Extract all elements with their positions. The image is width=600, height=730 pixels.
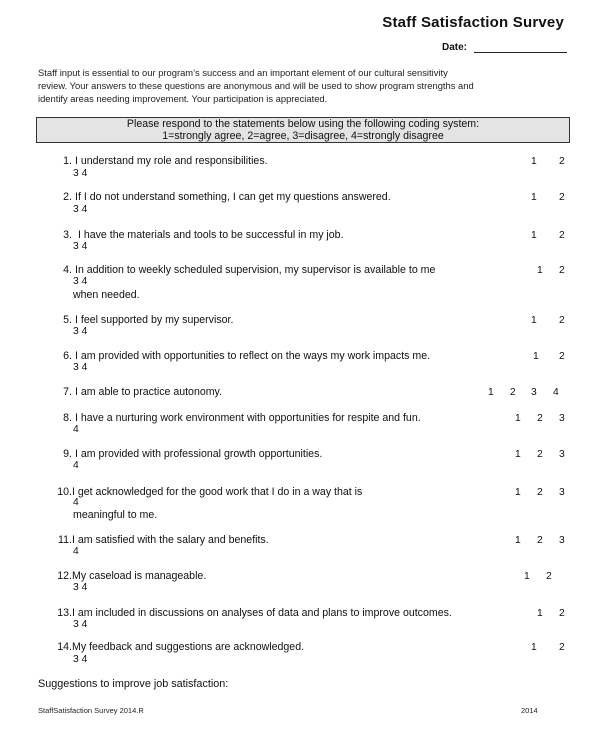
question-number: 12. bbox=[57, 570, 72, 582]
question-number: 4. bbox=[63, 264, 72, 276]
question-text: In addition to weekly scheduled supervision, my supervisor is available to me bbox=[75, 264, 436, 276]
intro-line: Staff input is essential to our program’s success and an important element of our cultural sensitivity bbox=[38, 67, 448, 78]
question-10 bbox=[55, 486, 362, 498]
rating-1[interactable]: 1 bbox=[515, 535, 521, 546]
rating-1[interactable]: 1 bbox=[537, 265, 543, 276]
coding-instruction: Please respond to the statements below using the following coding system: bbox=[126, 118, 480, 130]
rating-2[interactable]: 2 bbox=[559, 608, 565, 619]
rating-3[interactable]: 3 bbox=[559, 535, 565, 546]
question-text: I have a nurturing work environment with opportunities for respite and fun. bbox=[75, 412, 421, 424]
rating-4[interactable]: 4 bbox=[73, 460, 79, 471]
intro-paragraph bbox=[38, 66, 572, 105]
question-text: I am provided with professional growth opportunities. bbox=[75, 448, 323, 460]
question-number: 5. bbox=[63, 314, 72, 326]
rating-1[interactable]: 1 bbox=[531, 315, 537, 326]
question-11 bbox=[55, 534, 269, 546]
question-12 bbox=[55, 570, 206, 582]
coding-system-box bbox=[36, 117, 570, 143]
question-text: I am included in discussions on analyses of data and plans to improve outcomes. bbox=[72, 607, 452, 619]
rating-3-4[interactable]: 3 4 bbox=[73, 619, 88, 630]
rating-2[interactable]: 2 bbox=[537, 487, 543, 498]
rating-2[interactable]: 2 bbox=[559, 192, 565, 203]
question-number: 3. bbox=[63, 229, 72, 241]
rating-1[interactable]: 1 bbox=[531, 192, 537, 203]
rating-3-4[interactable]: 3 4 bbox=[73, 582, 88, 593]
question-number: 6. bbox=[63, 350, 72, 362]
question-7 bbox=[55, 386, 222, 398]
question-continuation: meaningful to me. bbox=[73, 509, 158, 521]
rating-3-4[interactable]: 3 4 bbox=[73, 326, 88, 337]
question-number: 13. bbox=[57, 607, 72, 619]
coding-scale: 1=strongly agree, 2=agree, 3=disagree, 4=strongly disagree bbox=[162, 130, 444, 142]
rating-2[interactable]: 2 bbox=[537, 535, 543, 546]
rating-1[interactable]: 1 bbox=[515, 487, 521, 498]
suggestions-label: Suggestions to improve job satisfaction: bbox=[38, 678, 229, 690]
question-text: I am able to practice autonomy. bbox=[75, 386, 223, 398]
question-number: 9. bbox=[63, 448, 72, 460]
rating-3-4[interactable]: 3 4 bbox=[73, 204, 88, 215]
question-continuation: when needed. bbox=[73, 289, 140, 301]
intro-line: identify areas needing improvement. Your participation is appreciated. bbox=[38, 93, 328, 104]
rating-2[interactable]: 2 bbox=[559, 315, 565, 326]
rating-3[interactable]: 3 bbox=[559, 449, 565, 460]
rating-3-4[interactable]: 3 4 bbox=[73, 654, 88, 665]
footer-document-name: StaffSatisfaction Survey 2014.R bbox=[38, 706, 144, 715]
rating-3-4[interactable]: 3 4 bbox=[73, 362, 88, 373]
rating-1[interactable]: 1 bbox=[488, 387, 494, 398]
rating-4[interactable]: 4 bbox=[73, 497, 79, 508]
question-3 bbox=[55, 229, 344, 241]
rating-1[interactable]: 1 bbox=[515, 413, 521, 424]
question-14 bbox=[55, 641, 304, 653]
question-6 bbox=[55, 350, 430, 362]
rating-3[interactable]: 3 bbox=[559, 413, 565, 424]
footer-year: 2014 bbox=[521, 706, 538, 715]
question-number: 10. bbox=[57, 486, 72, 498]
rating-2[interactable]: 2 bbox=[537, 449, 543, 460]
date-field-line[interactable] bbox=[474, 52, 567, 53]
question-8 bbox=[55, 412, 421, 424]
question-number: 8. bbox=[63, 412, 72, 424]
question-number: 14. bbox=[57, 641, 72, 653]
question-text: My caseload is manageable. bbox=[72, 570, 207, 582]
rating-3[interactable]: 3 bbox=[559, 487, 565, 498]
rating-2[interactable]: 2 bbox=[559, 156, 565, 167]
rating-3-4[interactable]: 3 4 bbox=[73, 276, 88, 287]
question-1 bbox=[55, 155, 268, 167]
rating-1[interactable]: 1 bbox=[515, 449, 521, 460]
question-13 bbox=[55, 607, 452, 619]
rating-1[interactable]: 1 bbox=[531, 642, 537, 653]
question-number: 2. bbox=[63, 191, 72, 203]
rating-1[interactable]: 1 bbox=[533, 351, 539, 362]
date-label: Date: bbox=[442, 42, 468, 53]
rating-2[interactable]: 2 bbox=[546, 571, 552, 582]
question-text: My feedback and suggestions are acknowledged. bbox=[72, 641, 305, 653]
rating-1[interactable]: 1 bbox=[531, 230, 537, 241]
rating-2[interactable]: 2 bbox=[537, 413, 543, 424]
question-text: I am provided with opportunities to reflect on the ways my work impacts me. bbox=[75, 350, 431, 362]
rating-2[interactable]: 2 bbox=[559, 230, 565, 241]
rating-3-4[interactable]: 3 4 bbox=[73, 168, 88, 179]
question-text: I get acknowledged for the good work that I do in a way that is bbox=[72, 486, 363, 498]
question-9 bbox=[55, 448, 322, 460]
rating-3[interactable]: 3 bbox=[531, 387, 537, 398]
question-text: I feel supported by my supervisor. bbox=[75, 314, 234, 326]
question-text: If I do not understand something, I can get my questions answered. bbox=[75, 191, 391, 203]
rating-1[interactable]: 1 bbox=[537, 608, 543, 619]
question-number: 1. bbox=[63, 155, 72, 167]
rating-4[interactable]: 4 bbox=[73, 546, 79, 557]
rating-2[interactable]: 2 bbox=[559, 642, 565, 653]
rating-2[interactable]: 2 bbox=[510, 387, 516, 398]
intro-line: review. Your answers to these questions are anonymous and will be used to show program strengths and bbox=[38, 80, 474, 91]
question-2 bbox=[55, 191, 391, 203]
question-text: I am satisfied with the salary and benefits. bbox=[72, 534, 269, 546]
question-5 bbox=[55, 314, 233, 326]
rating-1[interactable]: 1 bbox=[531, 156, 537, 167]
question-number: 11. bbox=[58, 534, 72, 546]
rating-2[interactable]: 2 bbox=[559, 351, 565, 362]
rating-4[interactable]: 4 bbox=[73, 424, 79, 435]
question-text: I understand my role and responsibilities. bbox=[75, 155, 268, 167]
rating-4[interactable]: 4 bbox=[553, 387, 559, 398]
rating-1[interactable]: 1 bbox=[524, 571, 530, 582]
rating-3-4[interactable]: 3 4 bbox=[73, 241, 88, 252]
survey-title: Staff Satisfaction Survey bbox=[382, 14, 564, 31]
question-number: 7. bbox=[63, 386, 72, 398]
question-text: I have the materials and tools to be successful in my job. bbox=[75, 229, 344, 241]
rating-2[interactable]: 2 bbox=[559, 265, 565, 276]
question-4 bbox=[55, 264, 435, 276]
